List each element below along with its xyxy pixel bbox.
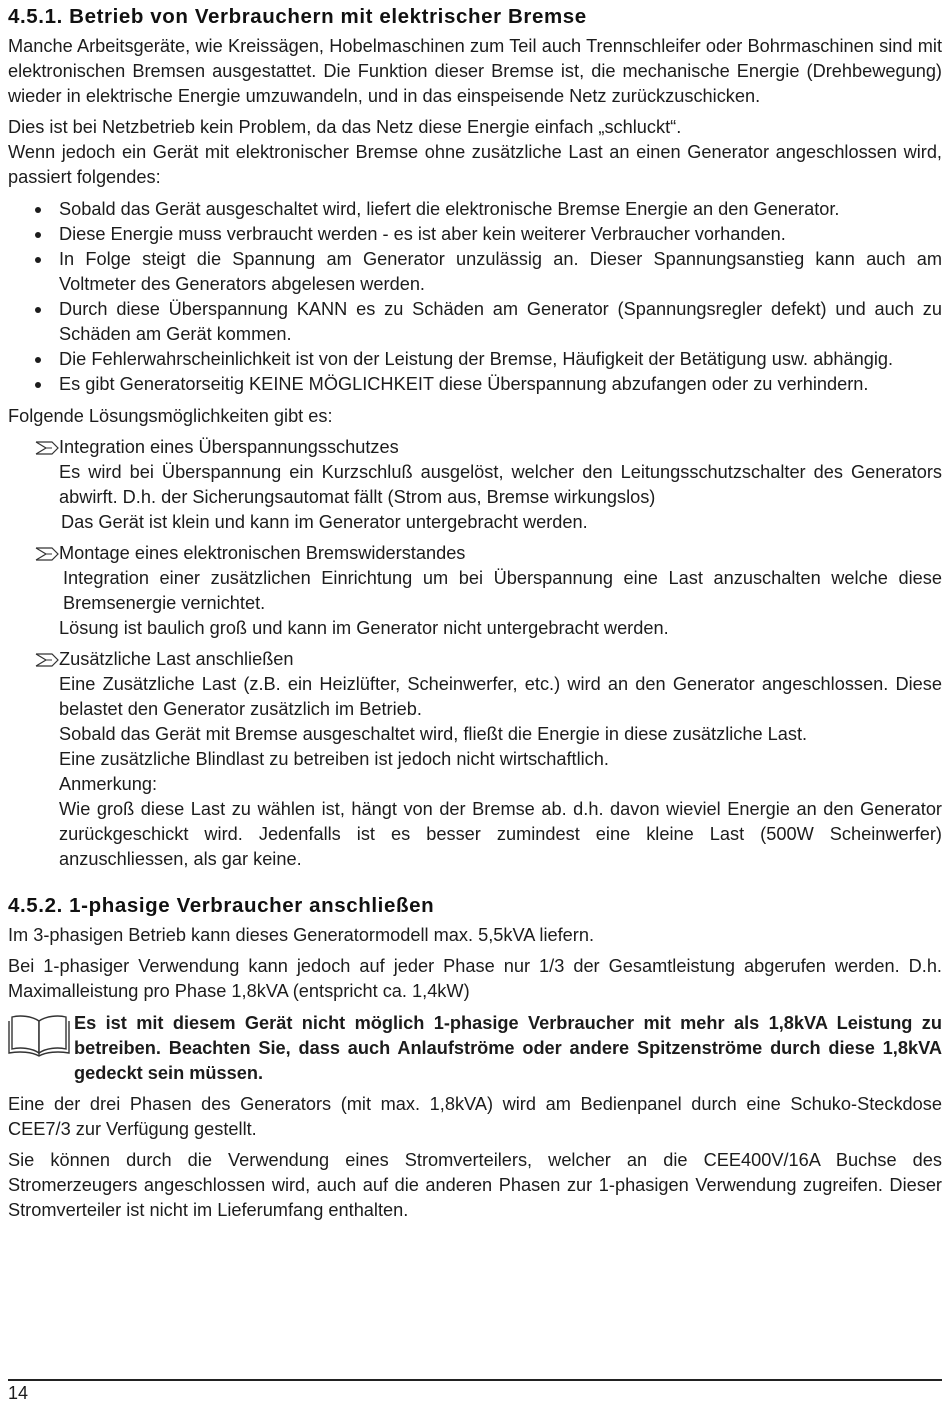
paragraph-netzbetrieb: Dies ist bei Netzbetrieb kein Problem, da das Netz diese Energie einfach „schluckt“. (8, 117, 682, 137)
option-title: Montage eines elektronischen Bremswiderstandes (59, 543, 466, 563)
option-text: Lösung ist baulich groß und kann im Generator nicht untergebracht werden. (59, 618, 669, 638)
solution-option-3 (8, 647, 942, 872)
paragraph-intro: Manche Arbeitsgeräte, wie Kreissägen, Hobelmaschinen zum Teil auch Trennschleifer oder Bohrmaschinen sind mit elektronischen Bremsen ausgestattet. Die Funktion dieser Bremse ist, die mechanische Energie (Drehbewegung) wieder in elektrische Energie umzuwandeln, und in das einspeisende Netz zurückzuschicken. (8, 36, 942, 106)
pointing-arrow-icon (35, 440, 59, 456)
section-heading-4-5-1: 4.5.1. Betrieb von Verbrauchern mit elektrischer Bremse (8, 5, 587, 28)
list-item: In Folge steigt die Spannung am Generator unzulässig an. Dieser Spannungsanstieg kann auch am Voltmeter des Generators abgelesen werden. (8, 247, 942, 297)
option-text: Anmerkung: (59, 774, 158, 794)
paragraph-stromverteiler: Sie können durch die Verwendung eines Stromverteilers, welcher an die CEE400V/16A Buchse des Stromerzeugers angeschlossen wird, auch auf die anderen Phasen zur 1-phasigen Verwendung zugreifen. Dieser Stromverteiler ist nicht im Lieferumfang enthalten. (8, 1150, 942, 1220)
option-text: Sobald das Gerät mit Bremse ausgeschaltet wird, fließt die Energie in diese zusätzliche Last. (59, 724, 808, 744)
list-item: Diese Energie muss verbraucht werden - es ist aber kein weiterer Verbraucher vorhanden. (8, 222, 942, 247)
note-box (8, 1011, 942, 1086)
option-text: Integration einer zusätzlichen Einrichtung um bei Überspannung eine Last anzuschalten welche diese Bremsenergie vernichtet. (63, 568, 942, 613)
paragraph-1-phase: Bei 1-phasiger Verwendung kann jedoch auf jeder Phase nur 1/3 der Gesamtleistung abgerufen werden. D.h. Maximalleistung pro Phase 1,8kVA (entspricht ca. 1,4kW) (8, 956, 942, 1001)
option-title: Integration eines Überspannungsschutzes (59, 437, 399, 457)
bullet-dot-icon (35, 232, 41, 238)
consequence-list (8, 197, 942, 397)
paragraph-3-phase: Im 3-phasigen Betrieb kann dieses Generatormodell max. 5,5kVA liefern. (8, 925, 595, 945)
paragraph-schuko: Eine der drei Phasen des Generators (mit max. 1,8kVA) wird am Bedienpanel durch eine Schuko-Steckdose CEE7/3 zur Verfügung gestellt. (8, 1094, 942, 1139)
page-number: 14 (8, 1383, 29, 1403)
list-item: Es gibt Generatorseitig KEINE MÖGLICHKEIT diese Überspannung abzufangen oder zu verhindern. (8, 372, 942, 397)
option-text: Eine Zusätzliche Last (z.B. ein Heizlüfter, Scheinwerfer, etc.) wird an den Generator angeschlossen. Diese belastet den Generator zusätzlich im Betrieb. (59, 674, 942, 719)
paragraph-solutions-intro: Folgende Lösungsmöglichkeiten gibt es: (8, 406, 333, 426)
option-text: Wie groß diese Last zu wählen ist, hängt von der Bremse ab. d.h. davon wieviel Energie an den Generator zurückgeschickt wird. Jedenfalls ist es besser zumindest eine kleine Last (500W Scheinwerfer) anzuschliessen, als gar keine. (59, 799, 942, 869)
pointing-arrow-icon (35, 652, 59, 668)
option-text: Es wird bei Überspannung ein Kurzschluß ausgelöst, welcher den Leitungsschutzschalter des Generators abwirft. D.h. der Sicherungsautomat fällt (Strom aus, Bremse wirkungslos) (59, 462, 942, 507)
section-heading-4-5-2: 4.5.2. 1-phasige Verbraucher anschließen (8, 894, 435, 917)
list-item: Die Fehlerwahrscheinlichkeit ist von der Leistung der Bremse, Häufigkeit der Betätigung usw. abhängig. (8, 347, 942, 372)
bullet-dot-icon (35, 307, 41, 313)
document-page (8, 3, 942, 1223)
option-title: Zusätzliche Last anschließen (59, 649, 294, 669)
solution-option-2 (8, 541, 942, 641)
note-text: Es ist mit diesem Gerät nicht möglich 1-phasige Verbraucher mit mehr als 1,8kVA Leistung zu betreiben. Beachten Sie, dass auch Anlaufströme oder andere Spitzenströme durch diese 1,8kVA gedeckt sein müssen. (74, 1013, 942, 1083)
list-item: Sobald das Gerät ausgeschaltet wird, liefert die elektronische Bremse Energie an den Generator. (8, 197, 942, 222)
option-text: Eine zusätzliche Blindlast zu betreiben ist jedoch nicht wirtschaftlich. (59, 749, 609, 769)
bullet-dot-icon (35, 382, 41, 388)
solution-option-1 (8, 435, 942, 535)
option-text: Das Gerät ist klein und kann im Generator untergebracht werden. (61, 512, 588, 532)
bullet-dot-icon (35, 357, 41, 363)
section-4-5-2 (8, 892, 942, 1223)
paragraph-generator-case: Wenn jedoch ein Gerät mit elektronischer Bremse ohne zusätzliche Last an einen Generator angeschlossen wird, passiert folgendes: (8, 142, 942, 187)
open-book-icon (8, 1013, 70, 1057)
footer-divider (8, 1379, 942, 1381)
list-item: Durch diese Überspannung KANN es zu Schäden am Generator (Spannungsregler defekt) und auch zu Schäden am Gerät kommen. (8, 297, 942, 347)
bullet-dot-icon (35, 207, 41, 213)
pointing-arrow-icon (35, 546, 59, 562)
bullet-dot-icon (35, 257, 41, 263)
